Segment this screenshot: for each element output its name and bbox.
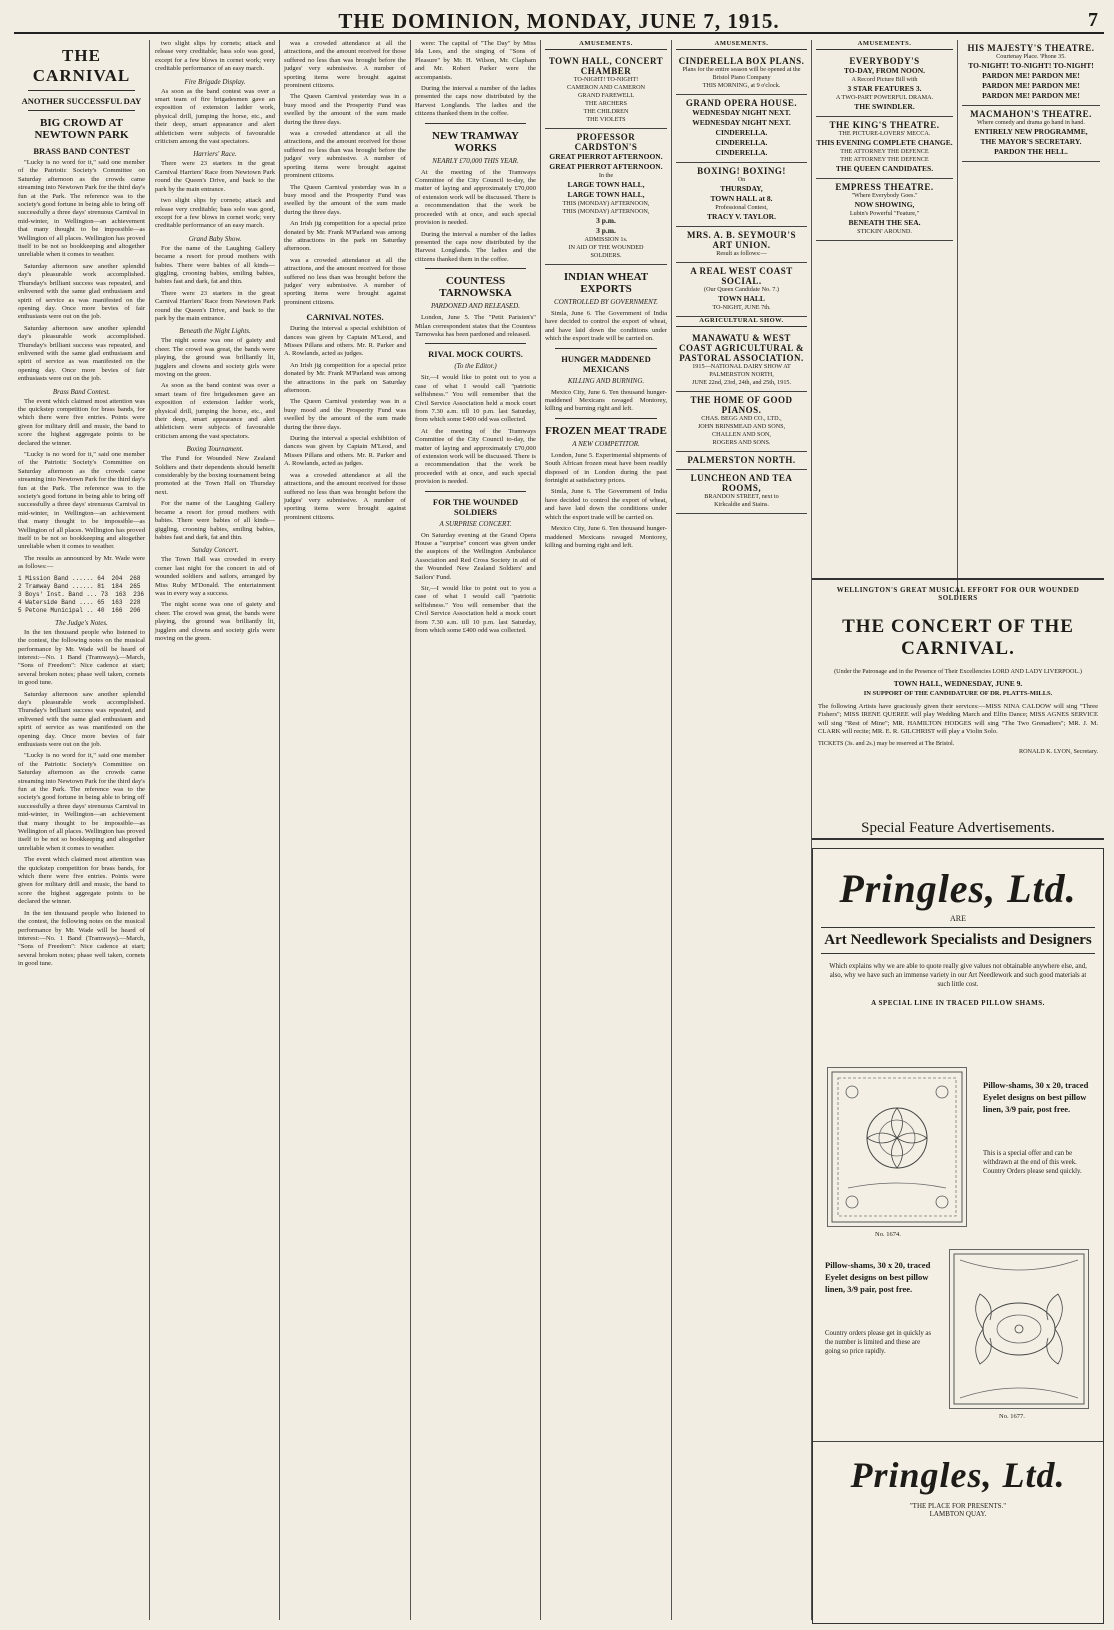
results-intro: The results as announced by Mr. Wade were as follows:— — [18, 554, 145, 571]
pillow-sham-2-number: No. 1677. — [999, 1413, 1025, 1420]
carnival-deck-3: BRASS BAND CONTEST — [33, 146, 130, 156]
town-hall-concert-ad — [545, 53, 667, 129]
divider — [555, 348, 657, 349]
ad-line: THE QUEEN CANDIDATES. — [835, 164, 934, 173]
ad-title: GRAND OPERA HOUSE. — [685, 98, 798, 108]
ad-title: EMPRESS THEATRE. — [835, 182, 934, 192]
ad-line: A TWO-PART POWERFUL DRAMA. — [835, 94, 934, 101]
night-lights-subhead: Beneath the Night Lights. — [179, 327, 251, 336]
tramway-deck: NEARLY £70,000 THIS YEAR. — [432, 156, 519, 165]
everybodys-ad — [816, 53, 953, 117]
col3-para-1b: was a crowded attendance at all the attractions, and the amount received for those suffered no less than was brought before the judges' very submissive. A number of sporting items were brought against prominent citizens. — [284, 130, 406, 180]
frozen-meat-para-c: Mexico City, June 6. Ten thousand hunger-maddened Mexicans ravaged Montorey, killing and burning right and left. — [545, 525, 667, 549]
pringles-copy: Which explains why we are able to quote really give values not obtainable anywhere else, and, also, why we have such an immense variety in our Art Needlework and such good materials at such little cost. — [829, 963, 1087, 988]
pringles-logo-title: Pringles, Ltd. — [839, 866, 1077, 911]
tramway-para: At the meeting of the Tramways Committee of the City Council to-day, the matter of laying and approximately £70,000 of extension work will be discussed. There is a recommendation that the work be proceeded with at once, and such special provision is needed. — [415, 168, 536, 227]
ad-line: SOLDIERS. — [590, 252, 622, 259]
concert-support: IN SUPPORT OF THE CANDIDATURE OF DR. PLATTS-MILLS. — [863, 690, 1053, 697]
ad-line: 3 p.m. — [596, 226, 616, 235]
ad-title: PALMERSTON NORTH. — [687, 455, 796, 465]
ad-line: 3 p.m. — [596, 216, 616, 225]
kings-theatre-ad — [816, 117, 953, 179]
ad-title: MRS. A. B. SEYMOUR'S ART UNION. — [686, 230, 796, 250]
page-number: 7 — [1088, 9, 1098, 31]
ad-line: On — [737, 176, 746, 183]
ad-line: Where comedy and drama go hand in hand. — [977, 119, 1085, 126]
ad-line: TOWN HALL at 8. — [710, 194, 773, 203]
ad-line: Kirkcaldie and Stains. — [714, 501, 769, 508]
column-four — [411, 40, 541, 1620]
mexicans-headline: HUNGER MADDENED MEXICANS — [561, 353, 651, 374]
results-row: 2 Tramway Band ...... 81 184 265 — [18, 582, 141, 590]
results-row: 3 Boys' Inst. Band ... 73 163 236 — [18, 590, 145, 598]
results-row: 1 Mission Band ...... 64 204 268 — [18, 574, 141, 582]
ad-title: EVERYBODY'S — [849, 56, 920, 66]
pringles-footer-address: LAMBTON QUAY. — [929, 1510, 987, 1518]
ad-line: THE ATTORNEY THE DEFENCE — [840, 148, 929, 155]
pringles-special-line: A SPECIAL LINE IN TRACED PILLOW SHAMS. — [871, 999, 1045, 1007]
concert-venue: TOWN HALL, WEDNESDAY, JUNE 9. — [893, 679, 1023, 688]
special-feature-header — [812, 812, 1104, 844]
rival-courts-headline: RIVAL MOCK COURTS. — [428, 349, 523, 360]
brass-band-subhead: Brass Band Contest. — [52, 387, 111, 396]
frozen-meat-headline: FROZEN MEAT TRADE — [545, 424, 667, 437]
ad-line: Professional Contest, — [715, 204, 768, 211]
col3-para-1c: was a crowded attendance at all the attractions, and the amount received for those suffered no less than was brought before the judges' very submissive. A number of sporting items were brought against prominent citizens. — [284, 256, 406, 306]
ad-line: TO-NIGHT, JUNE 7th. — [712, 304, 771, 311]
judges-notes-para-e: In the ten thousand people who listened to the contest, the following notes on the musical performance by Mr. Wade will be heard of interest:—No. 1 Band (Tramways).—March, "Sons of Freedom": Nice cadence at start; several broken notes; phase well taken, cornets in good tune. — [18, 909, 145, 968]
fire-brigade-para: As soon as the band contest was over a smart team of fire brigadesmen gave an exposition of extension ladder work, physical drill, jumping the horse, etc., and their deep, smart appearance and alert athleticism were subjects of favourable criticism among the vast spectators. — [155, 87, 275, 146]
concert-patronage: (Under the Patronage and in the Presence of Their Excellencies LORD AND LADY LIVERPOOL.) — [834, 668, 1082, 675]
pillow-sham-1-number: No. 1674. — [875, 1231, 901, 1238]
ad-title: LUNCHEON AND TEA ROOMS, — [690, 473, 793, 493]
newspaper-page — [14, 6, 1104, 1624]
judges-notes-para-b: Saturday afternoon saw another splendid day's pleasurable work accomplished. Thursday's brilliant success was repeated, and enlivened with the same glad enthusiasm and spirit of service as was manifested on the opening day. Once more bevies of fair enthusiasts were out on the job. — [18, 690, 145, 748]
carnival-deck-2: BIG CROWD AT NEWTOWN PARK — [34, 117, 129, 141]
ad-title: BOXING! BOXING! — [697, 166, 786, 176]
col4-para-1: were: The capital of "The Day" by Miss Ida Lees, and the singing of "Sons of Pleasure" by Mr. H. Wilson, Mr. Clapham and Mr. Robert Parker were the accompanists. — [415, 40, 536, 81]
ad-line: THE VIOLETS — [586, 116, 626, 123]
results-table — [18, 575, 145, 615]
boxing-para-b: For the name of the Laughing Gallery became a resort for proud mothers with babies. There were babies of all kinds—giggling, crooning babies, smiling babies, babies fast and dark, fat and thin. — [155, 500, 275, 541]
tramway-para-b: During the interval a number of the ladies presented the caps now distributed by the Harvest Longlands. The ladies and the citizens thanked them in the coffee. — [415, 230, 536, 263]
masthead — [14, 6, 1104, 34]
judges-notes-subhead: The Judge's Notes. — [55, 618, 108, 627]
divider — [28, 90, 135, 91]
ad-line: CHAS. BEGG AND CO., LTD., — [701, 415, 782, 422]
luncheon-rooms-ad — [676, 470, 807, 514]
ad-line: JUNE 22nd, 23rd, 24th, and 25th, 1915. — [691, 379, 792, 386]
ad-line: PARDON ME! PARDON ME! — [982, 71, 1080, 80]
pringles-ad — [812, 848, 1104, 1624]
agricultural-show-header: AGRICULTURAL SHOW. — [676, 317, 807, 327]
wounded-soldiers-para: On Saturday evening at the Grand Opera House a "surprise" concert was given under the auspices of the Wellington Ambulance Association and Red Cross Society in aid of the Wounded New Zealand Soldiers' and Sailors' Fund. — [415, 531, 536, 581]
ad-line: TOWN HALL — [718, 294, 765, 303]
indian-wheat-headline: INDIAN WHEAT EXPORTS — [563, 271, 649, 295]
concert-tickets: TICKETS (3s. and 2s.) may be reserved at The Bristol. — [818, 739, 955, 747]
pillow-sham-1-text: Pillow-shams, 30 x 20, traced Eyelet designs on best pillow linen, 3/9 pair, post free. — [983, 1080, 1089, 1114]
ad-line: Plans for the entire season will be opened at the Bristol Piano Company — [682, 66, 801, 81]
countess-para: London, June 5. The "Petit Parisien's" Milan correspondent states that the Countess Tarnowska has been pardoned and released. — [415, 314, 536, 338]
his-majestys-theatre-ad — [962, 40, 1100, 106]
ad-line: CAMERON AND CAMERON — [566, 84, 646, 91]
ad-title: CINDERELLA BOX PLANS. — [678, 56, 805, 66]
ad-line: THE SWINDLER. — [854, 102, 915, 111]
divider — [425, 268, 526, 269]
carnival-para-1: "Lucky is no word for it," said one member of the Patriotic Society's Committee on Saturday afternoon as the crowds came streaming into Newtown Park for the third day's fun at the Park. The reference was to the society's good fortune in being able to bring off successfully a three days' strenuous Carnival in mid-winter, in Wellington—an achievement that many thought to be impossible—as Wellington of all places. Wellington has proved itself to be not so bookkeeping and altogether unreliable when it comes to weather. — [18, 159, 145, 259]
ad-title: THE HOME OF GOOD PIANOS. — [690, 395, 793, 415]
ad-line: IN AID OF THE WOUNDED — [568, 244, 644, 251]
pringles-footer-title: Pringles, Ltd. — [850, 1455, 1066, 1495]
night-lights-para: The night scene was one of gaiety and cheer. The crowd was great, the bands were playing, the ground was brilliantly lit, jugglers and clowns and society girls were moving on the green. — [155, 337, 275, 378]
ad-line: 3 STAR FEATURES 3. — [847, 84, 922, 93]
embroidery-pattern-icon — [828, 1068, 966, 1226]
pringles-footer — [813, 1441, 1103, 1518]
pringles-footer-tagline: "THE PLACE FOR PRESENTS." — [909, 1502, 1007, 1510]
ad-line: Courtenay Place. 'Phone 35. — [996, 53, 1066, 60]
divider — [425, 123, 526, 124]
indian-wheat-para: Simla, June 6. The Government of India have decided to control the export of wheat, and have laid down the conditions under which the export trade will be carried on. — [545, 310, 667, 343]
divider — [555, 418, 657, 419]
ad-title: PROFESSOR CARDSTON'S — [574, 132, 638, 152]
ad-line: THURSDAY, — [720, 184, 763, 193]
ad-line: THE CHILDREN — [583, 108, 629, 115]
ad-line: THE PICTURE-LOVERS' MECCA. — [838, 130, 931, 137]
amusements-header: AMUSEMENTS. — [816, 40, 953, 50]
ad-line: THIS MORNING, at 9 o'clock. — [702, 82, 781, 89]
ad-line: CINDERELLA. — [715, 128, 768, 137]
baby-show-para: For the name of the Laughing Gallery became a resort for proud mothers with babies. There were babies of all kinds—giggling, crooning babies, smiling babies, babies fast and dark, fat and thin. — [155, 244, 275, 286]
judges-notes-para-c: "Lucky is no word for it," said one member of the Patriotic Society's Committee on Saturday afternoon as the crowds came streaming into Newtown Park for the third day's fun at the Park. The reference was to the society's good fortune in being able to bring off successfully a three days' strenuous Carnival in mid-winter, in Wellington—an achievement that many thought to be impossible—as Wellington of all places. Wellington has proved itself to be not so bookkeeping and altogether unreliable when it comes to weather. — [18, 752, 145, 852]
sunday-concert-para: The Town Hall was crowded in every corner last night for the concert in aid of wounded soldiers and sailors, arranged by Miss Ruby M'Donald. The entertainment was in every way a success. — [155, 556, 275, 597]
harriers-para: There were 23 starters in the great Carnival Harriers' Race from Newtown Park round the Queen's Drive, and back to the park by the main entrance. — [155, 160, 275, 193]
carnival-notes-para-d: During the interval a special exhibition of dances was given by Captain M'Leod, and Misses Pillans and others. Mr. R. Parker and A. Rowlands, acted as judges. — [284, 435, 406, 468]
boxing-ad — [676, 163, 807, 227]
ad-line: PARDON ME! PARDON ME! — [982, 81, 1080, 90]
ad-title: MANAWATU & WEST COAST AGRICULTURAL & PASTORAL ASSOCIATION. — [678, 333, 805, 363]
column-seven — [812, 40, 958, 595]
ad-line: ROGERS AND SONS. — [712, 439, 771, 446]
carnival-notes-para: During the interval a special exhibition of dances was given by Captain M'Leod, and Misses Pillans and others. Mr. R. Parker and A. Rowlands, acted as judges. — [284, 325, 406, 358]
empress-theatre-ad — [816, 179, 953, 241]
ad-line: THIS (MONDAY) AFTERNOON, — [562, 208, 650, 215]
ad-line: BRANDON STREET, next to — [704, 493, 779, 500]
ad-line: PARDON ME! PARDON ME! — [982, 91, 1080, 100]
carnival-para-2b: Saturday afternoon saw another splendid day's pleasurable work accomplished. Thursday's brilliant success was repeated, and enlivened with the same glad enthusiasm and spirit of service as was manifested on the opening day. Once more bevies of fair enthusiasts were out on the job. — [18, 324, 145, 383]
ad-line: ADMISSION 1s. — [584, 236, 628, 243]
concert-performers: The following Artists have graciously given their services:—MISS NINA CALDOW will sing "Three Fishers"; MISS IRENE QUEREE will play Wedding March and Elfin Dance; MISS AGNES SERVICE will sing "Rest of Mine"; MR. HAMILTON HODGES will sing "The Two Grenadiers"; MR. J. M. CLARK will recite; MR. E. R. GILCHRIST will play a Violin Solo. — [818, 703, 1098, 736]
ad-line: THIS (MONDAY) AFTERNOON, — [562, 200, 650, 207]
ad-line: TRACY V. TAYLOR. — [707, 212, 776, 221]
pillow-sham-2-note: Country orders please get in quickly as the number is limited and these are going so price rapidly. — [825, 1330, 932, 1355]
pillow-sham-2-text: Pillow-shams, 30 x 20, traced Eyelet designs on best pillow linen, 3/9 pair, post free. — [825, 1260, 931, 1294]
harriers-subhead: Harriers' Race. — [193, 150, 237, 159]
brass-band-para-b: "Lucky is no word for it," said one member of the Patriotic Society's Committee on Saturday afternoon as the crowds came streaming into Newtown Park for the third day's fun at the Park. The reference was to the society's good fortune in being able to bring off successfully a three days' strenuous Carnival in mid-winter, in Wellington—an achievement that many thought to be impossible—as Wellington of all places. Wellington has proved itself to be not so bookkeeping and altogether unreliable when it comes to weather. — [18, 451, 145, 551]
pringles-are: ARE — [950, 914, 966, 923]
ad-line: A Record Picture Bill with — [851, 76, 918, 83]
col3-para-3: An Irish jig competition for a special prize donated by Mr. Frank M'Parland was among the attractions in the park on Saturday afternoon. — [284, 220, 406, 253]
results-row: 4 Waterside Band .... 65 163 228 — [18, 598, 141, 606]
pianos-ad — [676, 392, 807, 452]
col3-para-2: The Queen Carnival yesterday was in a busy mood and the Prosperity Fund was swelled by the amount of the sum made during the three days. — [284, 93, 406, 126]
ad-line: TO-NIGHT! TO-NIGHT! TO-NIGHT! — [968, 61, 1094, 70]
col3-para-1: was a crowded attendance at all the attractions, and the amount received for those suffered no less than was brought before the judges' very submissive. A number of sporting items were brought against prominent citizens. — [284, 40, 406, 90]
column-carnival — [14, 40, 150, 1620]
judges-notes-para-d: The event which claimed most attention was the quickstep competition for brass bands, for which there were five entries. Points were given for military drill and music, the band to score the highest aggregate points to be declared the winner. — [18, 856, 145, 906]
baby-show-subhead: Grand Baby Show. — [188, 234, 242, 243]
results-row: 5 Petone Municipal .. 40 166 206 — [18, 606, 141, 614]
column-eight — [958, 40, 1104, 595]
ad-line: PARDON THE HELL. — [994, 147, 1068, 156]
countess-headline: COUNTESS TARNOWSKA — [439, 275, 512, 300]
countess-deck: PARDONED AND RELEASED. — [431, 302, 520, 311]
pillow-sham-1-note: This is a special offer and can be withdrawn at the end of this week. Country Orders please send quickly. — [983, 1150, 1082, 1175]
harriers-para-b: two slight slips by cornets; attack and release very creditable; bass solo was good, except for a few blows in cornet work; very creditable performance of an easy march. — [155, 197, 275, 230]
ad-line: GRAND FAREWELL — [577, 92, 635, 99]
wounded-soldiers-headline: FOR THE WOUNDED SOLDIERS — [432, 496, 519, 517]
pillow-sham-illustration-2 — [949, 1249, 1089, 1409]
concert-signature: RONALD K. LYON, Secretary. — [1018, 747, 1098, 755]
col4-para-2: During the interval a number of the ladies presented the caps now distributed by the Harvest Longlands. The ladies and the citizens thanked them in the coffee. — [415, 85, 536, 118]
boxing-para: The Fund for Wounded New Zealand Soldiers and their dependents should benefit considerably by the boxing tournament being promoted at the Town Hall on Thursday next. — [155, 455, 275, 496]
ad-line: THE MAYOR'S SECRETARY. — [980, 137, 1082, 146]
ad-line: Result as follows:— — [716, 250, 767, 257]
ad-line: LARGE TOWN HALL, — [567, 180, 645, 189]
mexicans-deck: KILLING AND BURNING. — [567, 376, 645, 385]
macmahons-theatre-ad — [962, 106, 1100, 162]
wounded-soldiers-para-b: Sir,—I would like to point out to you a case of what I would call "patriotic selfishness." You will remember that the Civil Service Association held a mock court from 7.30 a.m. till 10 p.m. last Saturday, from which some £400 odd was collected. — [415, 585, 536, 635]
pillow-sham-illustration-1 — [827, 1067, 967, 1227]
ad-line: BENEATH THE SEA. — [848, 218, 921, 227]
carnival-notes-para-c: The Queen Carnival yesterday was in a busy mood and the Prosperity Fund was swelled by the amount of the sum made during the three days. — [284, 398, 406, 431]
concert-of-carnival-ad — [812, 578, 1104, 840]
concert-title-line-2: CARNIVAL. — [901, 638, 1015, 659]
col3-para-2b: The Queen Carnival yesterday was in a busy mood and the Prosperity Fund was swelled by the amount of the sum made during the three days. — [284, 183, 406, 216]
ad-line: CINDERELLA. — [715, 148, 768, 157]
fire-brigade-subhead: Fire Brigade Display. — [184, 77, 246, 86]
boxing-subhead: Boxing Tournament. — [186, 445, 244, 454]
palmerston-north-ad — [676, 452, 807, 470]
concert-title-line-1: THE CONCERT OF THE — [842, 616, 1074, 637]
ad-line: (Our Queen Candidate No. 7.) — [704, 286, 779, 293]
baby-show-para-b: There were 23 starters in the great Carnival Harriers' Race from Newtown Park round the Queen's Drive, and back to the park by the main entrance. — [155, 289, 275, 322]
column-carnival-continued — [151, 40, 280, 1620]
ad-line: JOHN BRINSMEAD AND SONS, — [697, 423, 786, 430]
ad-title: THE KING'S THEATRE. — [829, 120, 940, 130]
ad-line: LARGE TOWN HALL, — [567, 190, 645, 199]
pringles-tagline: Art Needlework Specialists and Designers — [821, 927, 1095, 954]
ad-line: THIS EVENING COMPLETE CHANGE. — [816, 138, 953, 147]
ad-line: WEDNESDAY NIGHT NEXT. — [692, 118, 791, 127]
frozen-meat-para: London, June 5. Experimental shipments of South African frozen meat have been readily disposed of in London during the past fortnight at satisfactory prices. — [545, 451, 667, 485]
ad-line: CHALLEN AND SON, — [712, 431, 771, 438]
ad-line: GREAT PIERROT AFTERNOON. — [549, 162, 663, 171]
ad-line: Lubin's Powerful "Feature," — [849, 210, 920, 217]
ad-line: In the — [598, 172, 614, 179]
wounded-soldiers-deck: A SURPRISE CONCERT. — [439, 519, 512, 528]
mexicans-para: Mexico City, June 6. Ten thousand hunger-maddened Mexicans ravaged Montorey, killing and burning right and left. — [545, 388, 667, 413]
embroidery-pattern-icon — [950, 1250, 1088, 1408]
frozen-meat-para-b: Simla, June 6. The Government of India have decided to control the export of wheat, and have laid down the conditions under which the export trade will be carried on. — [545, 488, 667, 521]
amusements-header: AMUSEMENTS. — [676, 40, 807, 50]
indian-wheat-deck: CONTROLLED BY GOVERNMENT. — [554, 298, 658, 306]
ad-line: 1915—NATIONAL DAIRY SHOW AT PALMERSTON NORTH, — [692, 363, 791, 378]
art-union-ad — [676, 227, 807, 263]
ad-line: WEDNESDAY NIGHT NEXT. — [692, 108, 791, 117]
column-three — [280, 40, 411, 1620]
ad-line: THE ATTORNEY THE DEFENCE — [840, 156, 929, 163]
sunday-concert-subhead: Sunday Concert. — [191, 546, 239, 555]
night-lights-para-b: As soon as the band contest was over a smart team of fire brigadesmen gave an exposition of extension ladder work, physical drill, jumping the horse, etc., and their deep, smart appearance and alert athleticism were subjects of favourable criticism among the vast spectators. — [155, 382, 275, 440]
rival-courts-para: Sir,—I would like to point out to you a case of what I would call "patriotic selfishness." You will remember that the Civil Service Association held a mock court from 7.30 a.m. till 10 p.m. last Saturday, from which some £400 odd was collected. — [415, 374, 536, 424]
carnival-notes-subhead: CARNIVAL NOTES. — [306, 312, 384, 323]
amusements-header: AMUSEMENTS. — [545, 40, 667, 50]
ad-title: HIS MAJESTY'S THEATRE. — [967, 43, 1095, 53]
ad-title: MACMAHON'S THEATRE. — [970, 109, 1092, 119]
divider — [425, 491, 526, 492]
tramway-headline: NEW TRAMWAY WORKS — [432, 129, 519, 154]
ad-line: CINDERELLA. — [715, 138, 768, 147]
carnival-para-2: Saturday afternoon saw another splendid day's pleasurable work accomplished. Thursday's brilliant success was repeated, and enlivened with the same glad enthusiasm and spirit of service as was manifested on the opening day. Once more bevies of fair enthusiasts were out on the job. — [18, 262, 145, 321]
ad-line: THE ARCHERS — [585, 100, 627, 107]
ad-line: ENTIRELY NEW PROGRAMME, — [974, 127, 1088, 136]
ad-line: "Where Everybody Goes." — [851, 192, 918, 199]
sunday-concert-para-b: The night scene was one of gaiety and cheer. The crowd was great, the bands were playing, the ground was brilliantly lit, jugglers and clowns and society girls were moving on the green. — [155, 601, 275, 642]
masthead-title: THE DOMINION, MONDAY, JUNE 7, 1915. — [338, 9, 780, 33]
carnival-notes-para-b: An Irish jig competition for a special prize donated by Mr. Frank M'Parland was among the attractions in the park on Saturday afternoon. — [284, 361, 406, 395]
grand-opera-house-ad — [676, 95, 807, 163]
divider — [28, 110, 135, 111]
special-feature-heading: Special Feature Advertisements. — [861, 820, 1055, 836]
frozen-meat-deck: A NEW COMPETITOR. — [572, 439, 640, 448]
ad-line: NOW SHOWING, — [854, 200, 915, 209]
column-five — [541, 40, 672, 1620]
ad-title: TOWN HALL, CONCERT CHAMBER — [548, 56, 664, 76]
carnival-headline: THE CARNIVAL — [32, 46, 131, 85]
ad-title: A REAL WEST COAST SOCIAL. — [690, 266, 793, 286]
carnival-deck-1: ANOTHER SUCCESSFUL DAY — [21, 96, 142, 106]
ad-line: GREAT PIERROT AFTERNOON. — [549, 152, 663, 161]
carnival-notes-para-e: was a crowded attendance at all the attractions, and the amount received for those suffered no less than was brought before the judges' very submissive. A number of sporting items were brought against prominent citizens. — [284, 471, 406, 521]
ad-line: TO-DAY, FROM NOON. — [844, 66, 925, 75]
col2-para-1: two slight slips by cornets; attack and release very creditable; bass solo was good, except for a few blows in cornet work; very creditable performance of an easy march. — [155, 40, 275, 73]
rival-courts-para-b: At the meeting of the Tramways Committee of the City Council to-day, the matter of laying and approximately £70,000 of extension work will be discussed. There is a recommendation that the work be proceeded with at once, and such special provision is needed. — [415, 427, 536, 486]
judges-notes-para: In the ten thousand people who listened to the contest, the following notes on the musical performance by Mr. Wade will be heard of interest:—No. 1 Band (Tramways).—March, "Sons of Freedom": Nice cadence at start; several broken notes; phase well taken, cornets in good tune. — [18, 628, 145, 687]
divider — [425, 343, 526, 344]
ad-line: STICKIN' AROUND. — [857, 228, 912, 235]
agricultural-show-ad — [676, 330, 807, 392]
cinderella-box-plans-ad — [676, 53, 807, 95]
west-coast-social-ad — [676, 263, 807, 317]
brass-band-para: The event which claimed most attention was the quickstep competition for brass bands, for which there were five entries. Points were given for military drill and music, the band to score the highest aggregate points to be declared the winner. — [18, 397, 145, 447]
pierrot-afternoon-ad — [545, 129, 667, 265]
rival-courts-sub: (To the Editor.) — [454, 362, 497, 371]
ad-line: TO-NIGHT! TO-NIGHT! — [573, 76, 639, 83]
column-six — [672, 40, 812, 1620]
concert-banner: WELLINGTON'S GREAT MUSICAL EFFORT FOR OUR WOUNDED SOLDIERS — [836, 586, 1080, 602]
